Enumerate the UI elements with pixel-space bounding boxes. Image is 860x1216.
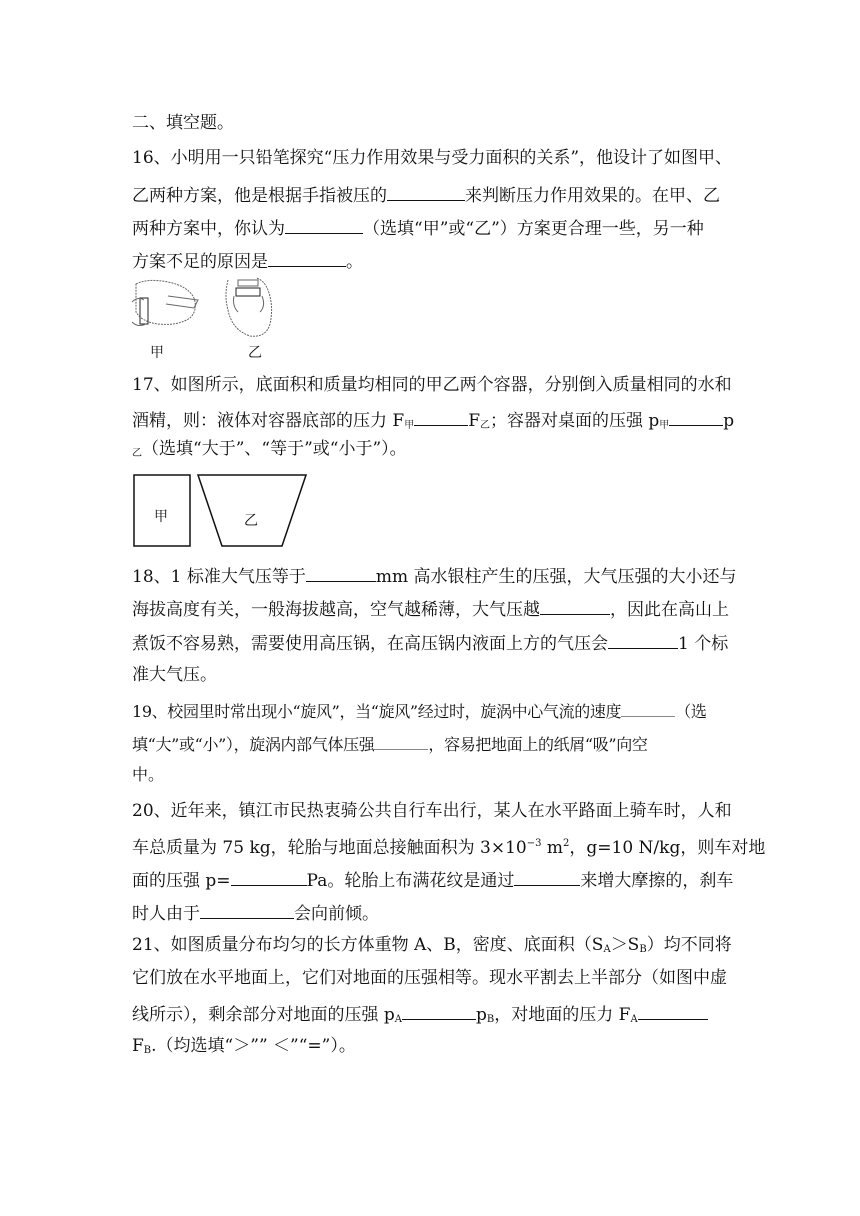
q19-blank-1[interactable] (621, 698, 675, 717)
q18-text-1b: mm 高水银柱产生的压强，大气压强的大小还与 (375, 567, 737, 587)
q17-figure (132, 474, 312, 548)
q18-blank-1[interactable] (306, 563, 376, 582)
q17-fig-label-a: 甲 (154, 509, 168, 525)
q20-text-2b: m (541, 838, 563, 858)
q21-text-1b: ＞S (610, 935, 640, 955)
q17-line-2 (132, 407, 734, 437)
q19-line-3 (132, 764, 164, 786)
q18-text-1a: 18、1 标准大气压等于 (132, 567, 306, 587)
q21-text-2: 它们放在水平地面上，它们对地面的压强相等。现水平割去上半部分（如图中虚 (132, 968, 727, 988)
q17-line-1 (132, 374, 732, 396)
q21-text-4b: .（均选填“＞”” ＜”“=”）。 (151, 1036, 356, 1056)
q20-line-3 (132, 867, 733, 892)
q16-text-4a: 方案不足的原因是 (132, 252, 268, 272)
q21-text-3a: 线所示），剩余部分对地面的压强 p (132, 1005, 395, 1025)
q16-figure (128, 276, 288, 361)
q19-line-1 (132, 698, 707, 723)
q17-text-2b: F (468, 411, 480, 431)
q19-line-2 (132, 731, 648, 756)
q16-line-2 (132, 182, 720, 207)
q18-text-3a: 煮饭不容易熟，需要使用高压锅，在高压锅内液面上方的气压会 (132, 634, 608, 654)
q17-sub-yi-2: 乙 (132, 448, 142, 459)
q16-text-2a: 乙两种方案，他是根据手指被压的 (132, 186, 387, 206)
q18-blank-2[interactable] (540, 596, 610, 615)
q19-text-2b: ，容易把地面上的纸屑“吸”向空 (428, 735, 648, 754)
q20-text-3a: 面的压强 p= (132, 871, 231, 891)
q17-fig-label-b: 乙 (244, 513, 258, 529)
q20-line-1 (132, 800, 732, 822)
q18-line-3 (132, 630, 728, 655)
q20-blank-2[interactable] (514, 867, 580, 886)
q21-line-1 (132, 934, 732, 961)
q20-text-2c: ，g=10 N/kg，则车对地 (569, 838, 766, 858)
q21-text-3c: ，对地面的压力 F (494, 1005, 631, 1025)
q18-line-1 (132, 563, 737, 588)
q16-fig-label-a: 甲 (150, 345, 164, 361)
q16-text-3a: 两种方案中，你认为 (132, 219, 285, 239)
q21-line-2 (132, 967, 727, 989)
q21-text-1c: ）均不同将 (646, 935, 732, 955)
q17-sub-yi: 乙 (480, 420, 490, 431)
q18-line-2 (132, 596, 729, 621)
q18-line-4 (132, 664, 217, 686)
q20-blank-3[interactable] (200, 900, 294, 919)
q21-line-4 (132, 1035, 356, 1062)
section-title: 二、填空题。 (132, 113, 234, 133)
q18-text-3b: 1 个标 (678, 634, 729, 654)
q21-blank-2[interactable] (638, 1001, 708, 1020)
q20-exponent-2: 2 (563, 838, 570, 849)
q20-line-4 (132, 900, 379, 925)
q21-text-4a: F (132, 1036, 144, 1056)
q16-line-3 (132, 215, 704, 240)
q21-blank-1[interactable] (402, 1001, 476, 1020)
q16-text-4b: 。 (346, 252, 363, 272)
q18-text-4: 准大气压。 (132, 665, 217, 685)
q16-text-2b: 来判断压力作用效果的。在甲、乙 (465, 186, 720, 206)
q17-text-3b: （选填“大于”、“等于”或“小于”）。 (142, 439, 407, 459)
q17-line-3 (132, 438, 407, 465)
q17-blank-1[interactable] (414, 407, 468, 426)
q20-exponent: −3 (526, 838, 542, 849)
q20-text-4a: 时人由于 (132, 904, 200, 924)
q19-blank-2[interactable] (374, 731, 428, 750)
q21-text-3b: p (476, 1005, 487, 1025)
q21-text-1a: 21、如图质量分布均匀的长方体重物 A、B，密度、底面积（S (132, 935, 604, 955)
q19-text-2a: 填“大”或“小”），旋涡内部气体压强 (132, 735, 375, 754)
q21-sub-pa: A (394, 1014, 403, 1025)
q17-text-2a: 酒精，则：液体对容器底部的压力 F (132, 411, 405, 431)
q20-blank-1[interactable] (231, 867, 307, 886)
q20-text-4b: 会向前倾。 (294, 904, 379, 924)
q17-blank-2[interactable] (669, 407, 723, 426)
q17-sub-jia: 甲 (404, 420, 415, 431)
q21-sub-a: A (603, 944, 611, 955)
pencil-hand-illustration (128, 276, 288, 346)
q21-sub-b: B (639, 944, 647, 955)
q16-line-1 (132, 147, 732, 169)
q20-text-1: 20、近年来，镇江市民热衷骑公共自行车出行，某人在水平路面上骑车时，人和 (132, 801, 732, 821)
q16-text-1: 16、小明用一只铅笔探究“压力作用效果与受力面积的关系”，他设计了如图甲、 (132, 148, 733, 168)
q21-sub-fa: A (630, 1014, 638, 1025)
q16-blank-1[interactable] (387, 182, 465, 201)
q16-blank-3[interactable] (268, 248, 346, 267)
q21-line-3 (132, 1001, 708, 1031)
q17-text-2c: ；容器对桌面的压强 p (490, 411, 660, 431)
q21-sub-pb: B (486, 1014, 495, 1025)
q17-sub-jia-2: 甲 (659, 420, 670, 431)
q20-line-2 (132, 833, 765, 859)
q16-fig-label-b: 乙 (248, 345, 262, 361)
q20-text-2a: 车总质量为 75 kg，轮胎与地面总接触面积为 3×10 (132, 838, 527, 858)
q19-text-1b: （选 (675, 702, 707, 721)
q16-text-3b: （选填“甲”或“乙”）方案更合理一些，另一种 (363, 219, 704, 239)
q16-line-4 (132, 248, 363, 273)
q20-text-3b: Pa。轮胎上布满花纹是通过 (306, 871, 515, 891)
q19-text-1a: 19、校园里时常出现小“旋风”，当“旋风”经过时，旋涡中心气流的速度 (132, 702, 622, 721)
q18-text-2b: ，因此在高山上 (610, 600, 729, 620)
q21-sub-fb: B (143, 1045, 152, 1056)
q16-blank-2[interactable] (285, 215, 363, 234)
q20-text-3c: 来增大摩擦的，刹车 (580, 871, 734, 891)
q18-text-2a: 海拔高度有关，一般海拔越高，空气越稀薄，大气压越 (132, 600, 540, 620)
q17-text-2d: p (723, 411, 735, 431)
q19-text-3: 中。 (132, 765, 165, 784)
q17-text-1: 17、如图所示，底面积和质量均相同的甲乙两个容器，分别倒入质量相同的水和 (132, 375, 732, 395)
q18-blank-3[interactable] (608, 630, 678, 649)
